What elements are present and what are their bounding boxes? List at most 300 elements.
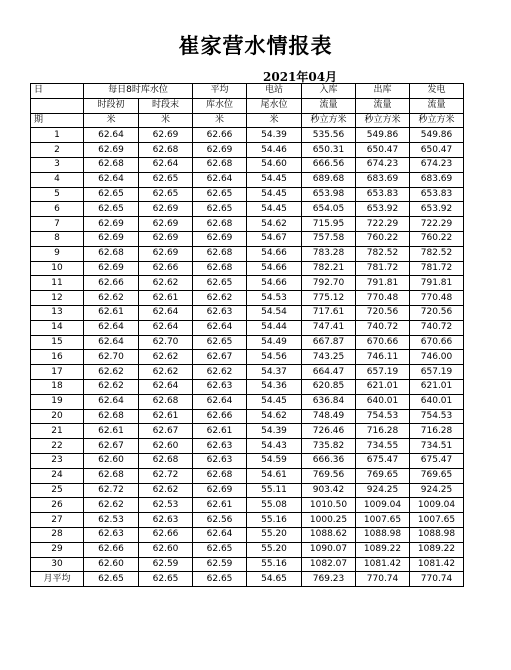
table-cell: 1009.04 (410, 498, 464, 513)
table-cell: 675.47 (356, 453, 410, 468)
table-cell: 54.56 (247, 350, 302, 365)
table-cell: 6 (31, 202, 84, 217)
table-cell: 62.63 (139, 513, 193, 528)
table-row (31, 261, 464, 276)
table-cell: 62.64 (139, 305, 193, 320)
table-row (31, 172, 464, 187)
table-cell: 29 (31, 542, 84, 557)
table-cell: 62.65 (84, 202, 139, 217)
table-cell: 62.65 (139, 572, 193, 587)
table-cell: 62.69 (84, 217, 139, 232)
table-cell: 650.31 (302, 143, 356, 158)
table-cell: 636.84 (302, 394, 356, 409)
table-cell: 62.53 (84, 513, 139, 528)
table-cell: 62.64 (84, 335, 139, 350)
table-cell: 5 (31, 187, 84, 202)
table-cell: 13 (31, 305, 84, 320)
table-cell: 62.65 (139, 172, 193, 187)
table-cell: 722.29 (410, 217, 464, 232)
table-cell: 782.52 (356, 246, 410, 261)
table-cell: 769.56 (302, 468, 356, 483)
table-cell: 62.72 (139, 468, 193, 483)
header-generation: 发电 (410, 84, 464, 99)
table-row (31, 468, 464, 483)
table-cell: 1082.07 (302, 557, 356, 572)
table-cell: 674.23 (356, 157, 410, 172)
table-cell: 62.63 (193, 453, 247, 468)
table-cell: 1009.04 (356, 498, 410, 513)
table-cell: 62.64 (139, 379, 193, 394)
table-cell: 769.23 (302, 572, 356, 587)
table-cell: 62.60 (139, 439, 193, 454)
table-cell: 54.46 (247, 143, 302, 158)
table-cell: 62.61 (193, 424, 247, 439)
table-cell: 716.28 (410, 424, 464, 439)
table-cell: 8 (31, 231, 84, 246)
table-cell: 54.45 (247, 202, 302, 217)
table-cell: 716.28 (356, 424, 410, 439)
table-cell: 62.59 (139, 557, 193, 572)
table-cell: 748.49 (302, 409, 356, 424)
table-cell: 760.22 (410, 231, 464, 246)
table-cell: 62.67 (139, 424, 193, 439)
table-row (31, 424, 464, 439)
table-cell: 924.25 (356, 483, 410, 498)
table-cell: 621.01 (410, 379, 464, 394)
table-cell: 11 (31, 276, 84, 291)
table-cell: 15 (31, 335, 84, 350)
table-cell: 757.58 (302, 231, 356, 246)
table-cell: 54.62 (247, 409, 302, 424)
table-row (31, 409, 464, 424)
table-cell: 54.39 (247, 128, 302, 143)
table-cell: 689.68 (302, 172, 356, 187)
table-cell: 62.60 (84, 453, 139, 468)
table-row (31, 305, 464, 320)
table-cell: 7 (31, 217, 84, 232)
table-cell: 55.16 (247, 557, 302, 572)
table-cell: 653.83 (356, 187, 410, 202)
table-cell: 62.70 (84, 350, 139, 365)
table-cell: 54.49 (247, 335, 302, 350)
table-cell: 650.47 (356, 143, 410, 158)
table-cell: 62.68 (84, 246, 139, 261)
table-cell: 1007.65 (410, 513, 464, 528)
table-cell: 664.47 (302, 365, 356, 380)
table-cell: 549.86 (410, 128, 464, 143)
header-station: 电站 (247, 84, 302, 99)
table-cell: 54.59 (247, 453, 302, 468)
table-cell: 14 (31, 320, 84, 335)
table-cell: 28 (31, 527, 84, 542)
table-cell: 667.87 (302, 335, 356, 350)
table-cell: 26 (31, 498, 84, 513)
table-cell: 783.28 (302, 246, 356, 261)
table-cell: 62.64 (193, 394, 247, 409)
table-cell: 62.64 (139, 320, 193, 335)
header-unit-avg: 米 (193, 113, 247, 128)
header-tailwater-level: 尾水位 (247, 98, 302, 113)
table-cell: 621.01 (356, 379, 410, 394)
table-cell: 62.69 (193, 231, 247, 246)
table-cell: 734.51 (410, 439, 464, 454)
table-cell: 924.25 (410, 483, 464, 498)
table-cell: 1090.07 (302, 542, 356, 557)
table-cell: 1088.62 (302, 527, 356, 542)
table-cell: 734.55 (356, 439, 410, 454)
table-cell: 650.47 (410, 143, 464, 158)
table-cell: 62.69 (139, 202, 193, 217)
table-cell: 549.86 (356, 128, 410, 143)
water-report-table (30, 83, 464, 587)
table-cell: 62.64 (193, 527, 247, 542)
table-cell: 1081.42 (410, 557, 464, 572)
table-cell: 62.60 (84, 557, 139, 572)
header-row-2 (31, 98, 464, 113)
header-unit-tail: 米 (247, 113, 302, 128)
table-cell: 54.61 (247, 468, 302, 483)
table-cell: 620.85 (302, 379, 356, 394)
table-cell: 791.81 (356, 276, 410, 291)
table-cell: 62.68 (84, 157, 139, 172)
header-unit-outflow: 秒立方米 (356, 113, 410, 128)
table-cell: 683.69 (356, 172, 410, 187)
table-cell: 54.36 (247, 379, 302, 394)
table-row (31, 439, 464, 454)
table-cell: 10 (31, 261, 84, 276)
table-row (31, 335, 464, 350)
report-title: 崔家营水情报表 (178, 33, 333, 58)
table-cell: 62.69 (139, 128, 193, 143)
table-cell: 754.53 (356, 409, 410, 424)
table-cell: 62.65 (193, 542, 247, 557)
header-generation-rate: 流量 (410, 98, 464, 113)
header-row-3 (31, 113, 464, 128)
table-cell: 62.59 (193, 557, 247, 572)
table-cell: 22 (31, 439, 84, 454)
table-cell: 754.53 (410, 409, 464, 424)
table-cell: 62.62 (139, 276, 193, 291)
table-cell: 715.95 (302, 217, 356, 232)
table-cell: 62.66 (193, 128, 247, 143)
table-cell: 740.72 (410, 320, 464, 335)
table-cell: 62.68 (193, 246, 247, 261)
table-cell: 62.64 (84, 394, 139, 409)
table-cell: 62.65 (193, 572, 247, 587)
table-cell: 62.72 (84, 483, 139, 498)
table-cell: 54.37 (247, 365, 302, 380)
table-cell: 9 (31, 246, 84, 261)
table-cell: 770.74 (356, 572, 410, 587)
header-period-start: 时段初 (84, 98, 139, 113)
table-cell: 653.92 (356, 202, 410, 217)
table-cell: 62.65 (193, 276, 247, 291)
table-cell: 62.61 (84, 424, 139, 439)
table-cell: 775.12 (302, 291, 356, 306)
table-row (31, 483, 464, 498)
table-cell: 670.66 (356, 335, 410, 350)
table-cell: 62.69 (84, 143, 139, 158)
table-cell: 670.66 (410, 335, 464, 350)
table-cell: 54.66 (247, 276, 302, 291)
header-period-end: 时段末 (139, 98, 193, 113)
table-cell: 722.29 (356, 217, 410, 232)
table-cell: 62.69 (139, 217, 193, 232)
table-cell: 62.63 (193, 439, 247, 454)
table-cell: 62.61 (84, 305, 139, 320)
table-cell: 903.42 (302, 483, 356, 498)
table-cell: 30 (31, 557, 84, 572)
table-cell: 654.05 (302, 202, 356, 217)
table-cell: 770.48 (410, 291, 464, 306)
table-cell: 769.65 (356, 468, 410, 483)
table-cell: 62.70 (139, 335, 193, 350)
table-cell: 62.56 (193, 513, 247, 528)
table-row (31, 217, 464, 232)
table-cell: 54.67 (247, 231, 302, 246)
table-cell: 720.56 (356, 305, 410, 320)
table-cell: 16 (31, 350, 84, 365)
header-unit-inflow: 秒立方米 (302, 113, 356, 128)
table-cell: 54.66 (247, 246, 302, 261)
table-row (31, 187, 464, 202)
table-row (31, 498, 464, 513)
table-cell: 653.98 (302, 187, 356, 202)
table-cell: 62.69 (84, 261, 139, 276)
table-cell: 62.67 (193, 350, 247, 365)
table-cell: 62.64 (139, 157, 193, 172)
header-blank (31, 98, 84, 113)
table-cell: 769.65 (410, 468, 464, 483)
table-cell: 62.69 (193, 143, 247, 158)
table-cell: 27 (31, 513, 84, 528)
table-cell: 1088.98 (356, 527, 410, 542)
table-cell: 62.62 (139, 365, 193, 380)
table-cell: 23 (31, 453, 84, 468)
table-cell: 62.63 (84, 527, 139, 542)
table-cell: 54.45 (247, 172, 302, 187)
table-cell: 640.01 (356, 394, 410, 409)
table-cell: 666.56 (302, 157, 356, 172)
table-cell: 62.62 (193, 291, 247, 306)
header-row-1 (31, 84, 464, 99)
table-cell: 54.43 (247, 439, 302, 454)
table-cell: 62.53 (139, 498, 193, 513)
table-cell: 62.62 (193, 365, 247, 380)
report-month: 2021年04月 (263, 70, 338, 84)
table-row (31, 557, 464, 572)
header-inflow-rate: 流量 (302, 98, 356, 113)
table-cell: 55.11 (247, 483, 302, 498)
table-cell: 55.20 (247, 527, 302, 542)
table-cell: 62.64 (84, 172, 139, 187)
table-cell: 657.19 (410, 365, 464, 380)
header-unit-start: 米 (84, 113, 139, 128)
table-cell: 4 (31, 172, 84, 187)
table-cell: 62.66 (139, 527, 193, 542)
table-row (31, 527, 464, 542)
table-cell: 2 (31, 143, 84, 158)
table-cell: 726.46 (302, 424, 356, 439)
table-row (31, 320, 464, 335)
table-cell: 62.62 (84, 379, 139, 394)
table-cell: 657.19 (356, 365, 410, 380)
table-cell: 62.68 (193, 217, 247, 232)
table-cell: 55.20 (247, 542, 302, 557)
header-unit-generation: 秒立方米 (410, 113, 464, 128)
table-cell: 760.22 (356, 231, 410, 246)
table-cell: 62.66 (84, 542, 139, 557)
table-cell: 717.61 (302, 305, 356, 320)
table-cell: 62.62 (139, 350, 193, 365)
header-average: 平均 (193, 84, 247, 99)
table-row (31, 513, 464, 528)
summary-row (31, 572, 464, 587)
table-cell: 1007.65 (356, 513, 410, 528)
table-cell: 25 (31, 483, 84, 498)
table-cell: 62.69 (139, 246, 193, 261)
table-cell: 1089.22 (356, 542, 410, 557)
table-cell: 62.61 (139, 291, 193, 306)
table-cell: 62.69 (84, 231, 139, 246)
table-cell: 54.44 (247, 320, 302, 335)
table-cell: 62.64 (84, 128, 139, 143)
table-cell: 月平均 (31, 572, 84, 587)
table-row (31, 246, 464, 261)
table-cell: 62.65 (84, 187, 139, 202)
table-cell: 62.65 (139, 187, 193, 202)
table-cell: 62.63 (193, 305, 247, 320)
table-cell: 62.65 (84, 572, 139, 587)
table-cell: 62.64 (193, 320, 247, 335)
table-cell: 54.66 (247, 261, 302, 276)
table-cell: 720.56 (410, 305, 464, 320)
table-cell: 781.72 (410, 261, 464, 276)
table-cell: 54.60 (247, 157, 302, 172)
table-cell: 653.83 (410, 187, 464, 202)
table-cell: 62.65 (193, 335, 247, 350)
table-cell: 20 (31, 409, 84, 424)
table-cell: 54.45 (247, 187, 302, 202)
table-cell: 62.68 (84, 409, 139, 424)
table-cell: 782.21 (302, 261, 356, 276)
table-row (31, 453, 464, 468)
table-row (31, 365, 464, 380)
table-cell: 62.68 (139, 143, 193, 158)
table-cell: 3 (31, 157, 84, 172)
table-row (31, 202, 464, 217)
table-cell: 55.16 (247, 513, 302, 528)
table-cell: 62.68 (193, 157, 247, 172)
header-outflow: 出库 (356, 84, 410, 99)
table-row (31, 157, 464, 172)
table-cell: 791.81 (410, 276, 464, 291)
table-cell: 62.64 (193, 172, 247, 187)
table-row (31, 394, 464, 409)
table-cell: 55.08 (247, 498, 302, 513)
table-cell: 19 (31, 394, 84, 409)
table-cell: 746.11 (356, 350, 410, 365)
table-cell: 54.65 (247, 572, 302, 587)
table-cell: 62.68 (84, 468, 139, 483)
table-cell: 666.36 (302, 453, 356, 468)
table-row (31, 542, 464, 557)
table-cell: 62.68 (139, 453, 193, 468)
table-cell: 535.56 (302, 128, 356, 143)
table-cell: 683.69 (410, 172, 464, 187)
table-row (31, 276, 464, 291)
table-row (31, 143, 464, 158)
table-cell: 62.65 (193, 187, 247, 202)
table-cell: 62.62 (84, 365, 139, 380)
table-cell: 62.61 (193, 498, 247, 513)
table-cell: 62.67 (84, 439, 139, 454)
table-cell: 747.41 (302, 320, 356, 335)
table-cell: 62.69 (193, 483, 247, 498)
table-cell: 62.69 (139, 231, 193, 246)
table-cell: 640.01 (410, 394, 464, 409)
table-cell: 653.92 (410, 202, 464, 217)
table-cell: 735.82 (302, 439, 356, 454)
header-inflow: 入库 (302, 84, 356, 99)
table-cell: 1010.50 (302, 498, 356, 513)
table-cell: 62.68 (193, 261, 247, 276)
table-cell: 12 (31, 291, 84, 306)
table-cell: 54.53 (247, 291, 302, 306)
table-cell: 54.62 (247, 217, 302, 232)
table-cell: 62.64 (84, 320, 139, 335)
table-row (31, 231, 464, 246)
table-row (31, 128, 464, 143)
table-cell: 62.66 (84, 276, 139, 291)
table-cell: 62.68 (193, 468, 247, 483)
header-reservoir-level: 库水位 (193, 98, 247, 113)
header-unit-end: 米 (139, 113, 193, 128)
table-cell: 62.62 (84, 498, 139, 513)
table-cell: 24 (31, 468, 84, 483)
table-cell: 792.70 (302, 276, 356, 291)
table-cell: 62.68 (139, 394, 193, 409)
header-period: 期 (31, 113, 84, 128)
table-cell: 21 (31, 424, 84, 439)
table-cell: 743.25 (302, 350, 356, 365)
table-cell: 62.60 (139, 542, 193, 557)
table-cell: 62.66 (139, 261, 193, 276)
table-row (31, 379, 464, 394)
table-cell: 770.74 (410, 572, 464, 587)
table-cell: 54.54 (247, 305, 302, 320)
table-cell: 746.00 (410, 350, 464, 365)
table-cell: 674.23 (410, 157, 464, 172)
table-cell: 1000.25 (302, 513, 356, 528)
table-cell: 17 (31, 365, 84, 380)
table-row (31, 350, 464, 365)
table-cell: 62.63 (193, 379, 247, 394)
table-cell: 62.65 (193, 202, 247, 217)
header-day: 日 (31, 84, 84, 99)
table-cell: 54.45 (247, 394, 302, 409)
table-cell: 62.61 (139, 409, 193, 424)
table-cell: 62.62 (84, 291, 139, 306)
table-cell: 1089.22 (410, 542, 464, 557)
table-cell: 62.62 (139, 483, 193, 498)
table-cell: 1088.98 (410, 527, 464, 542)
header-water-level: 每日8时库水位 (84, 84, 193, 99)
table-row (31, 291, 464, 306)
table-cell: 54.39 (247, 424, 302, 439)
table-cell: 62.66 (193, 409, 247, 424)
table-cell: 770.48 (356, 291, 410, 306)
